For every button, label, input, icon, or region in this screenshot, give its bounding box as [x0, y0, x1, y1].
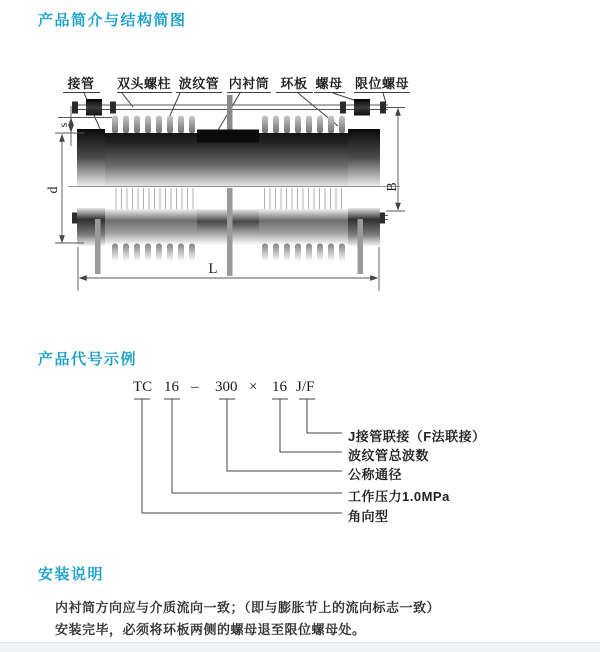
part-label-stud: 双头螺柱 [116, 76, 172, 91]
callout-label-waves: 波纹管总波数 [348, 448, 430, 463]
code-callout-lines [0, 375, 600, 525]
callout-label-diameter: 公称通径 [348, 467, 403, 482]
callout-label-connection: J接管联接（F法联接） [348, 429, 486, 444]
dim-label-b: B [385, 182, 400, 192]
install-line-2: 安装完毕，必须将环板两侧的螺母退至限位螺母处。 [55, 622, 366, 637]
dim-label-d: d [46, 186, 61, 194]
intro-title: 产品简介与结构简图 [38, 12, 187, 29]
part-label-pipe-end: 接管 [67, 76, 95, 91]
part-label-nut: 螺母 [315, 76, 343, 91]
code-token-waves: 16 [272, 379, 287, 395]
callout-label-type: 角向型 [348, 509, 389, 524]
callout-label-pressure: 工作压力1.0MPa [348, 489, 450, 504]
code-token-type: TC [133, 379, 153, 395]
part-label-bellows: 波纹管 [178, 76, 220, 91]
part-label-limit-nut: 限位螺母 [354, 76, 410, 91]
center-stud-top [227, 95, 233, 133]
part-label-ring-plate: 环板 [280, 76, 308, 91]
code-token-connection: J/F [296, 379, 315, 395]
install-title: 安装说明 [38, 566, 105, 583]
dim-label-l: L [208, 261, 218, 277]
part-label-liner: 内衬筒 [228, 76, 270, 91]
dim-label-s: s [56, 122, 70, 128]
code-token-dash: – [191, 379, 199, 395]
code-token-pressure: 16 [164, 379, 179, 395]
footer-strip [0, 642, 600, 652]
code-token-times: × [249, 379, 258, 395]
structure-diagram-svg [35, 68, 460, 303]
code-title: 产品代号示例 [38, 351, 138, 368]
install-line-1: 内衬筒方向应与介质流向一致；（即与膨胀节上的流向标志一致） [55, 600, 441, 615]
code-token-diameter: 300 [215, 379, 238, 395]
body-upper [77, 129, 380, 187]
dim-b [386, 108, 405, 212]
